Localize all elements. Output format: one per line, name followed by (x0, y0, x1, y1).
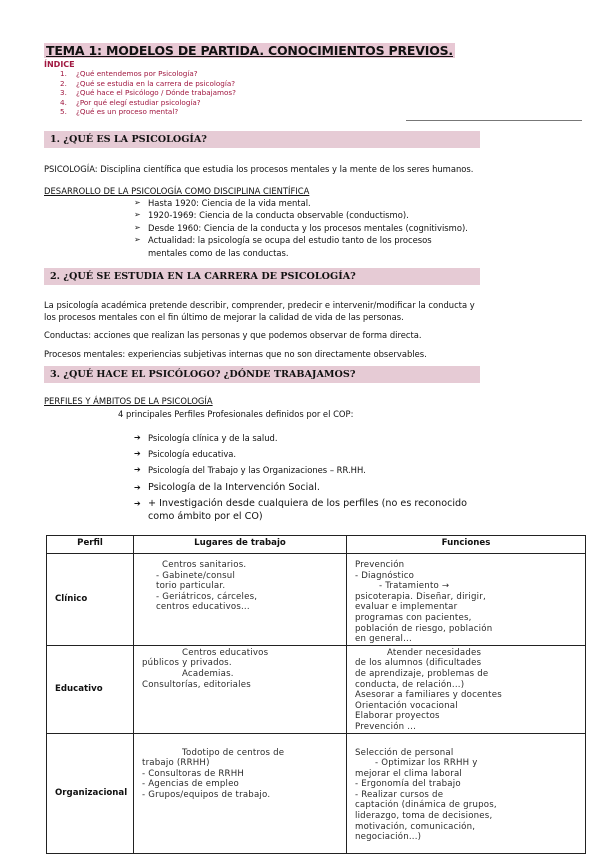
paragraph-line: La psicología académica pretende describir, comprender, predecir e intervenir/modificar la conducta y (44, 300, 475, 310)
profiles-subheading: PERFILES Y ÁMBITOS DE LA PSICOLOGÍA (44, 396, 213, 406)
list-item: ➔ Psicología del Trabajo y las Organizaciones – RR.HH. (134, 462, 467, 478)
section-2-heading: 2. ¿QUÉ SE ESTUDIA EN LA CARRERA DE PSICOLOGÍA? (44, 268, 480, 285)
list-item: ➔ + Investigación desde cualquiera de los perfiles (no es reconocido (134, 498, 467, 510)
paragraph-line: los procesos mentales con el fin último de mejorar la calidad de vida de las personas. (44, 312, 404, 322)
section-3-heading: 3. ¿QUÉ HACE EL PSICÓLOGO? ¿DÓNDE TRABAJAMOS? (44, 366, 480, 383)
functions-cell: Prevención - Diagnóstico - Tratamiento → psicoterapia. Diseñar, dirigir, evaluar e implementar programas con pacientes, población de riesgo, población en general... (347, 554, 586, 646)
column-header: Perfil (47, 536, 134, 554)
index-item[interactable]: 5. ¿Qué es un proceso mental? (60, 107, 179, 117)
workplaces-cell: Todotipo de centros de trabajo (RRHH) - Consultoras de RRHH - Agencias de empleo - Grupos/equipos de trabajo. (134, 733, 347, 853)
development-subheading: DESARROLLO DE LA PSICOLOGÍA COMO DISCIPLINA CIENTÍFICA (44, 186, 310, 196)
table-row (47, 645, 586, 733)
list-item: ➢ 1920-1969: Ciencia de la conducta observable (conductismo). (134, 209, 468, 221)
list-item: ➔ Psicología clínica y de la salud. (134, 430, 467, 446)
index-item[interactable]: 2. ¿Qué se estudia en la carrera de psicología? (60, 78, 236, 88)
list-item: ➔ Psicología educativa. (134, 446, 467, 462)
list-item-continuation: como ámbito por el CO) (148, 511, 263, 522)
document-title: TEMA 1: MODELOS DE PARTIDA. CONOCIMIENTOS PREVIOS. (46, 43, 453, 58)
table-row (47, 733, 586, 853)
profile-cell: Organizacional (47, 733, 134, 853)
functions-cell: Selección de personal - Optimizar los RRHH y mejorar el clima laboral - Ergonomía del trabajo - Realizar cursos de captación (dinámica de grupos, liderazgo, toma de decisiones, motivación, comunicación, negociación...) (347, 733, 586, 853)
column-header: Funciones (347, 536, 586, 554)
list-item-continuation: mentales como de las conductas. (148, 247, 289, 258)
workplaces-cell: Centros sanitarios. - Gabinete/consul torio particular. - Geriátricos, cárceles, centros educativos... (134, 554, 347, 646)
list-item: ➔ Psicología de la Intervención Social. (134, 482, 467, 494)
mental-processes-paragraph: Procesos mentales: experiencias subjetivas internas que no son directamente observables. (44, 349, 427, 359)
section-1-heading: 1. ¿QUÉ ES LA PSICOLOGÍA? (44, 131, 480, 148)
profiles-table (46, 535, 586, 854)
profile-cell: Educativo (47, 645, 134, 733)
development-list (134, 197, 468, 259)
index-heading: ÍNDICE (44, 60, 75, 69)
index-item[interactable]: 1. ¿Qué entendemos por Psicología? (60, 69, 198, 78)
profiles-intro: 4 principales Perfiles Profesionales definidos por el COP: (118, 409, 354, 419)
psychology-definition: PSICOLOGÍA: Disciplina científica que estudia los procesos mentales y la mente de los seres humanos. (44, 164, 474, 174)
list-item: ➢ Hasta 1920: Ciencia de la vida mental. (134, 197, 468, 209)
divider (406, 120, 582, 121)
index-list (60, 69, 236, 117)
column-header: Lugares de trabajo (134, 536, 347, 554)
list-item: ➢ Actualidad: la psicología se ocupa del estudio tanto de los procesos (134, 234, 468, 246)
workplaces-cell: Centros educativos públicos y privados. Academias. Consultorías, editoriales (134, 645, 347, 733)
functions-cell: Atender necesidades de los alumnos (dificultades de aprendizaje, problemas de conducta, de relación...) Asesorar a familiares y docentes Orientación vocacional Elaborar proyectos Prevención ... (347, 645, 586, 733)
list-item: ➢ Desde 1960: Ciencia de la conducta y los procesos mentales (cognitivismo). (134, 222, 468, 234)
index-item[interactable]: 4. ¿Por qué elegí estudiar psicología? (60, 97, 201, 107)
table-header-row (47, 536, 586, 554)
profiles-list (134, 430, 467, 523)
conducts-paragraph: Conductas: acciones que realizan las personas y que podemos observar de forma directa. (44, 330, 422, 340)
profile-cell: Clínico (47, 554, 134, 646)
table-row (47, 554, 586, 646)
index-item[interactable]: 3. ¿Qué hace el Psicólogo / Dónde trabajamos? (60, 88, 236, 98)
